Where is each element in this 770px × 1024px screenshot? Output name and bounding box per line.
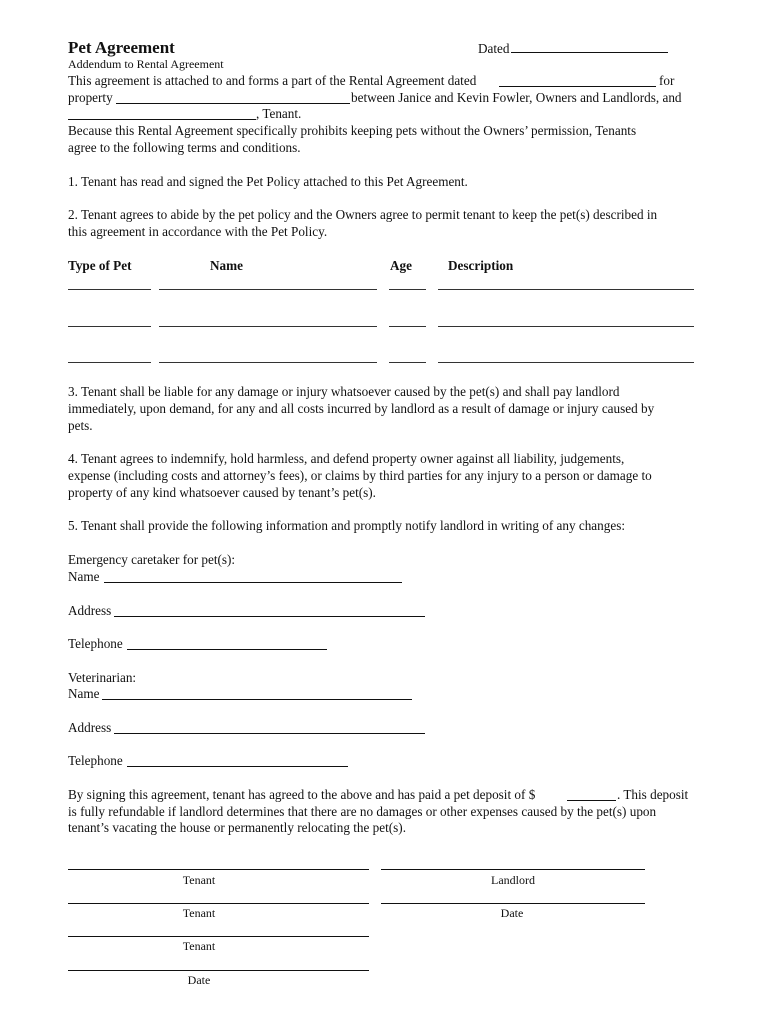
vet-name-label: Name [68, 686, 100, 701]
pet-row-3-age-field[interactable] [389, 362, 426, 363]
subtitle: Addendum to Rental Agreement [68, 57, 224, 71]
pet-row-1-name-field[interactable] [159, 289, 377, 290]
deposit-line-1-start: By signing this agreement, tenant has agreed to the above and has paid a pet deposit of $ [68, 787, 536, 802]
pet-row-1-description-field[interactable] [438, 289, 694, 290]
emergency-address-field[interactable] [114, 616, 425, 617]
vet-name-field[interactable] [102, 699, 412, 700]
deposit-line-3: tenant’s vacating the house or permanently relocating the pet(s). [68, 820, 406, 835]
tenant-date-label: Date [187, 973, 211, 987]
landlord-date-line[interactable] [381, 903, 645, 904]
clause-3-line-1: 3. Tenant shall be liable for any damage or injury whatsoever caused by the pet(s) and shall pay landlord [68, 384, 620, 399]
dated-field[interactable] [511, 52, 668, 53]
pet-row-2-name-field[interactable] [159, 326, 377, 327]
landlord-signature-line[interactable] [381, 869, 645, 870]
vet-address-field[interactable] [114, 733, 425, 734]
vet-telephone-field[interactable] [127, 766, 348, 767]
deposit-line-2: is fully refundable if landlord determines that there are no damages or other expenses caused by the pet(s) upon [68, 804, 657, 819]
pet-row-2-type-field[interactable] [68, 326, 151, 327]
emergency-name-label: Name [68, 569, 100, 584]
intro-line-3-end: , Tenant. [256, 106, 302, 121]
clause-3-line-3: pets. [68, 418, 93, 433]
pet-row-1-age-field[interactable] [389, 289, 426, 290]
clause-5: 5. Tenant shall provide the following information and promptly notify landlord in writing of any changes: [68, 518, 625, 533]
col-header-type: Type of Pet [68, 258, 132, 273]
landlord-date-label: Date [500, 906, 524, 920]
deposit-amount-field[interactable] [567, 800, 616, 801]
vet-telephone-label: Telephone [68, 753, 123, 768]
pet-row-2-description-field[interactable] [438, 326, 694, 327]
intro-line-2-end: between Janice and Kevin Fowler, Owners and Landlords, and [351, 90, 682, 105]
clause-3-line-2: immediately, upon demand, for any and all costs incurred by landlord as a result of damage or injury caused by [68, 401, 655, 416]
pet-row-2-age-field[interactable] [389, 326, 426, 327]
intro-line-1-end: for [659, 73, 675, 88]
clause-4-line-2: expense (including costs and attorney’s fees), or claims by third parties for any injury to a person or damage to [68, 468, 652, 483]
property-label: property [68, 90, 113, 105]
property-field[interactable] [116, 103, 350, 104]
tenant-signature-line-1[interactable] [68, 869, 369, 870]
tenant-signature-line-2[interactable] [68, 903, 369, 904]
tenant-signature-line-3[interactable] [68, 936, 369, 937]
emergency-address-label: Address [68, 603, 112, 618]
clause-1: 1. Tenant has read and signed the Pet Policy attached to this Pet Agreement. [68, 174, 468, 189]
emergency-telephone-label: Telephone [68, 636, 123, 651]
pet-row-3-name-field[interactable] [159, 362, 377, 363]
clause-2-line-1: 2. Tenant agrees to abide by the pet policy and the Owners agree to permit tenant to keep the pet(s) described in [68, 207, 658, 222]
intro-line-5: agree to the following terms and conditions. [68, 140, 301, 155]
landlord-label: Landlord [491, 873, 535, 887]
page-title: Pet Agreement [68, 38, 175, 57]
pet-row-1-type-field[interactable] [68, 289, 151, 290]
dated-label: Dated [478, 41, 510, 56]
vet-address-label: Address [68, 720, 112, 735]
col-header-description: Description [448, 258, 514, 273]
emergency-heading: Emergency caretaker for pet(s): [68, 552, 236, 567]
pet-row-3-type-field[interactable] [68, 362, 151, 363]
tenant-label-2: Tenant [182, 906, 216, 920]
vet-heading: Veterinarian: [68, 670, 137, 685]
tenant-date-line[interactable] [68, 970, 369, 971]
col-header-age: Age [390, 258, 412, 273]
clause-4-line-1: 4. Tenant agrees to indemnify, hold harmless, and defend property owner against all liability, judgements, [68, 451, 625, 466]
col-header-name: Name [210, 258, 243, 273]
deposit-line-1-end: . This deposit [617, 787, 689, 802]
rental-agreement-date-field[interactable] [499, 86, 656, 87]
clause-4-line-3: property of any kind whatsoever caused by tenant’s pet(s). [68, 485, 376, 500]
tenant-name-field[interactable] [68, 119, 256, 120]
tenant-label-3: Tenant [182, 939, 216, 953]
intro-line-1: This agreement is attached to and forms a part of the Rental Agreement dated [68, 73, 477, 88]
intro-line-4: Because this Rental Agreement specifically prohibits keeping pets without the Owners’ permission, Tenants [68, 123, 637, 138]
tenant-label-1: Tenant [182, 873, 216, 887]
clause-2-line-2: this agreement in accordance with the Pet Policy. [68, 224, 328, 239]
emergency-telephone-field[interactable] [127, 649, 327, 650]
emergency-name-field[interactable] [104, 582, 402, 583]
pet-row-3-description-field[interactable] [438, 362, 694, 363]
